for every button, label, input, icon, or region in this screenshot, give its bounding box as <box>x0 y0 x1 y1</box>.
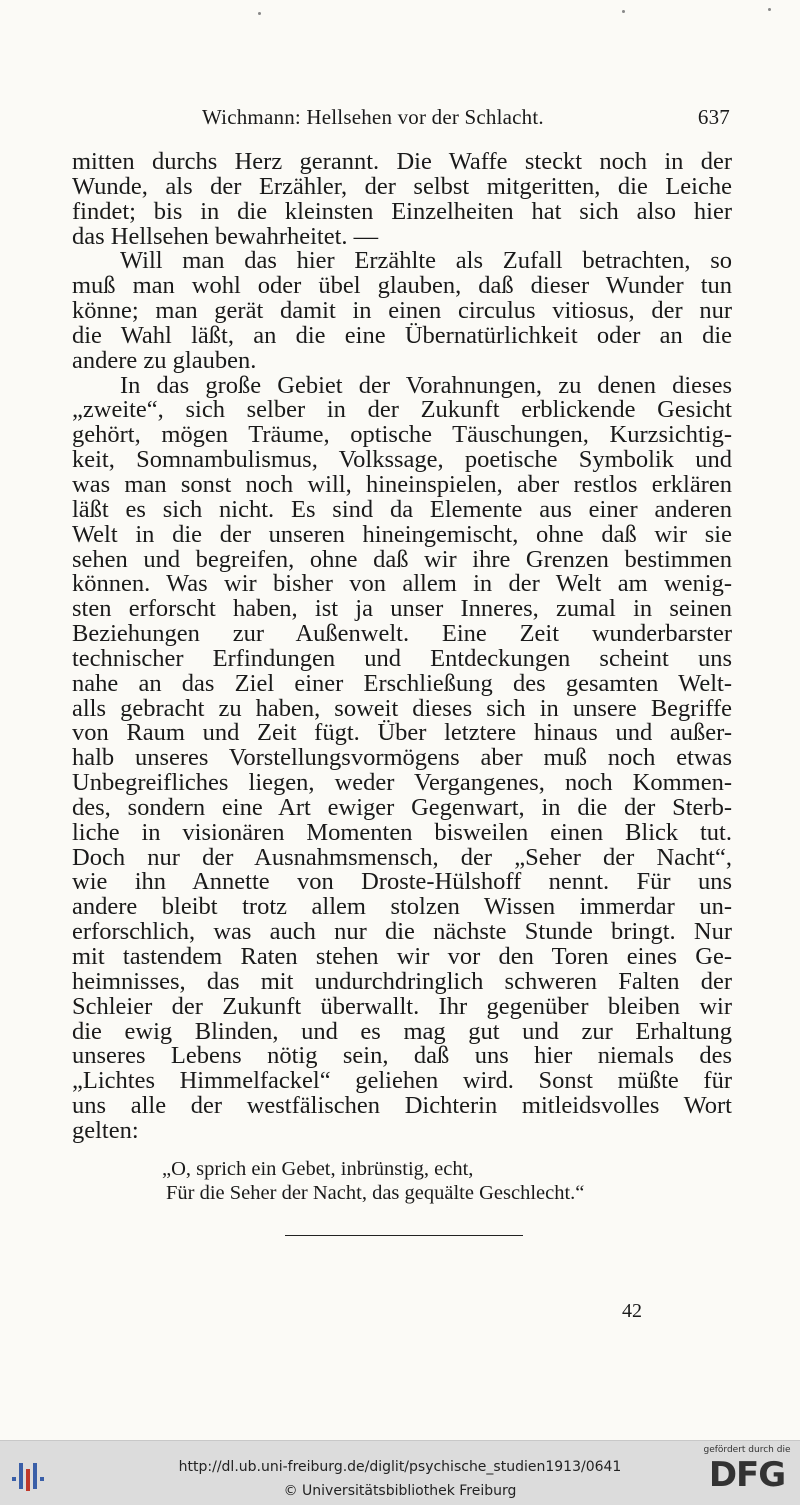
viewer-footer <box>0 1440 800 1505</box>
text-line: „zweite“, sich selber in der Zukunft erblickende Gesicht <box>72 396 732 424</box>
text-line: unseres Lebens nötig sein, daß uns hier niemals des <box>72 1042 732 1070</box>
text-line: muß man wohl oder übel glauben, daß dieser Wunder tun <box>72 272 732 300</box>
text-line: können. Was wir bisher von allem in der Welt am wenig- <box>72 570 732 598</box>
text-line: andere bleibt trotz allem stolzen Wissen immerdar un- <box>72 893 732 921</box>
text-line: mit tastendem Raten stehen wir vor den Toren eines Ge- <box>72 943 732 970</box>
signature-number: 42 <box>622 1300 642 1322</box>
text-line: gehört, mögen Träume, optische Täuschungen, Kurzsichtig- <box>72 421 732 449</box>
text-line: findet; bis in die kleinsten Einzelheiten hat sich also hier <box>72 197 732 225</box>
text-line: Will man das hier Erzählte als Zufall betrachten, so <box>120 247 732 275</box>
dfg-logo-icon <box>702 1445 792 1501</box>
text-line: Schleier der Zukunft überwallt. Ihr gegenüber bleiben wir <box>72 992 732 1020</box>
text-line: halb unseres Vorstellungsvormögens aber muß noch etwas <box>72 744 732 772</box>
text-line: mitten durchs Herz gerannt. Die Waffe steckt noch in der <box>72 148 732 175</box>
text-line: Welt in die der unseren hineingemischt, ohne daß wir sie <box>72 520 732 548</box>
verse-line: Für die Seher der Nacht, das gequälte Geschlecht.“ <box>166 1182 585 1204</box>
paragraph-2 <box>72 249 732 373</box>
text-line: die Wahl läßt, an die eine Übernatürlichkeit oder an die <box>72 321 732 349</box>
copyright-text: © Universitätsbibliothek Freiburg <box>283 1483 517 1499</box>
dfg-logo-text: DFG <box>708 1455 786 1495</box>
page-number: 637 <box>697 105 730 129</box>
text-line: läßt es sich nicht. Es sind da Elemente aus einer anderen <box>72 495 732 523</box>
text-line: heimnisses, das mit undurchdringlich schweren Falten der <box>72 967 732 995</box>
text-line: von Raum und Zeit fügt. Über letztere hinaus und außer- <box>72 719 732 747</box>
source-url[interactable]: http://dl.ub.uni-freiburg.de/diglit/psychische_studien1913/0641 <box>178 1459 622 1475</box>
text-line: das Hellsehen bewahrheitet. — <box>72 222 379 250</box>
text-line: uns alle der westfälischen Dichterin mitleidsvolles Wort <box>72 1092 732 1120</box>
text-line: keit, Somnambulismus, Volkssage, poetische Symbolik und <box>72 446 732 474</box>
running-header <box>72 103 732 133</box>
text-line: was man sonst noch will, hineinspielen, aber restlos erklären <box>72 470 732 498</box>
verse-quote <box>162 1157 722 1205</box>
text-line: erforschlich, was auch nur die nächste Stunde bringt. Nur <box>72 918 732 946</box>
text-line: könne; man gerät damit in einen circulus vitiosus, der nur <box>72 297 732 325</box>
text-line: des, sondern eine Art ewiger Gegenwart, in die der Sterb- <box>72 793 732 821</box>
text-line: liche in visionären Momenten bisweilen einen Blick tut. <box>72 818 732 846</box>
text-line: Unbegreifliches liegen, weder Vergangenes, noch Kommen- <box>72 769 732 797</box>
text-line: „Lichtes Himmelfackel“ geliehen wird. Sonst müßte für <box>72 1067 732 1095</box>
body-text <box>72 150 732 1144</box>
scan-specks <box>0 8 800 18</box>
text-line: sehen und begreifen, ohne daß wir ihre Grenzen bestimmen <box>72 545 732 573</box>
text-line: In das große Gebiet der Vorahnungen, zu denen dieses <box>120 371 732 399</box>
text-line: technischer Erfindungen und Entdeckungen scheint uns <box>72 644 732 672</box>
section-divider <box>285 1235 523 1236</box>
text-line: wie ihn Annette von Droste-Hülshoff nennt. Für uns <box>72 868 732 896</box>
paragraph-3 <box>72 371 732 1144</box>
text-line: die ewig Blinden, und es mag gut und zur Erhaltung <box>72 1017 732 1045</box>
text-line: Doch nur der Ausnahmsmensch, der „Seher der Nacht“, <box>72 843 732 871</box>
verse-line: „O, sprich ein Gebet, inbrünstig, echt, <box>162 1158 474 1180</box>
dfg-funding-text: gefördert durch die <box>703 1445 791 1455</box>
text-line: alls gebracht zu haben, soweit dieses sich in unsere Begriffe <box>72 694 732 722</box>
text-line: sten erforscht haben, ist ja unser Inneres, zumal in seinen <box>72 595 732 623</box>
text-line: nahe an das Ziel einer Erschließung des gesamten Welt- <box>72 669 732 697</box>
text-line: Beziehungen zur Außenwelt. Eine Zeit wunderbarster <box>72 620 732 648</box>
paragraph-1 <box>72 150 732 249</box>
running-title: Wichmann: Hellsehen vor der Schlacht. <box>202 105 544 129</box>
text-line: Wunde, als der Erzähler, der selbst mitgeritten, die Leiche <box>72 172 732 200</box>
text-line: gelten: <box>72 1116 139 1144</box>
text-line: andere zu glauben. <box>72 346 257 374</box>
